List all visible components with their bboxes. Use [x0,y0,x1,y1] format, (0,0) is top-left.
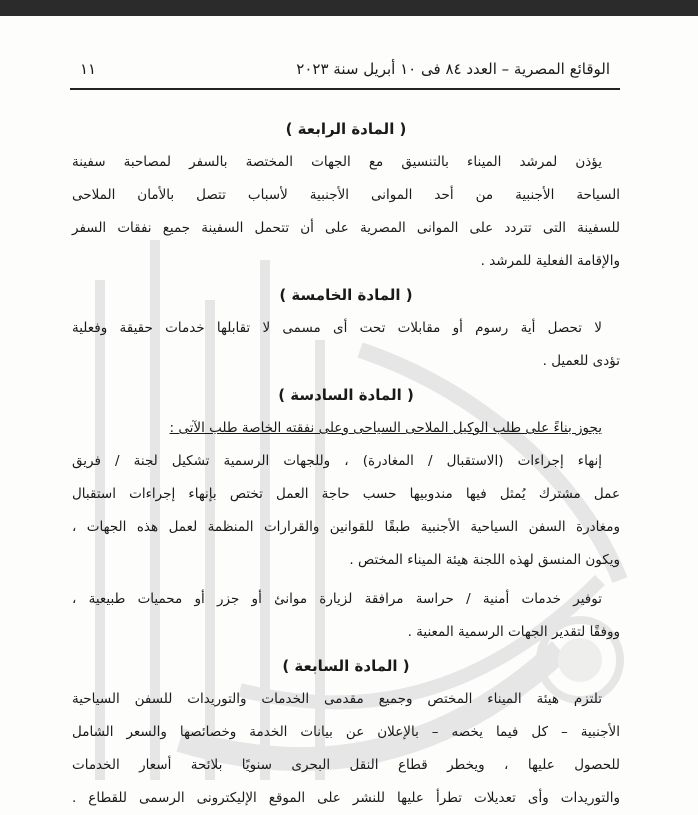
paragraph-line: تؤدى للعميل . [542,353,620,369]
paragraph-line: والإقامة الفعلية للمرشد . [480,253,620,269]
paragraph-line: للسفينة التى تتردد على الموانى المصرية على أن تتحمل السفينة جميع نفقات السفر [72,220,620,236]
page-number: ١١ [80,60,97,78]
paragraph-line: يجوز بناءً على طلب الوكيل الملاحى السياحى وعلى نفقته الخاصة طلب الآتى : [169,420,602,436]
paragraph-line: ويكون المنسق لهذه اللجنة هيئة الميناء المختص . [349,552,620,568]
top-border [0,0,698,16]
paragraph-line: للحصول عليها ، ويخطر قطاع النقل البحرى سنويًا بلائحة أسعار الخدمات [72,757,620,773]
article-heading: ( المادة الخامسة ) [279,286,413,304]
paragraph-line: السياحة الأجنبية من أحد الموانى الأجنبية لأسباب تتصل بالأمان الملاحى [72,187,620,203]
page-header [80,60,610,84]
paragraph-line: ومغادرة السفن السياحية الأجنبية طبقًا للقوانين والقرارات المنظمة لعمل هذه الجهات ، [72,519,620,535]
paragraph-line: والتوريدات وأى تعديلات تطرأ عليها للنشر على الموقع الإليكترونى الرسمى للقطاع . [72,790,620,806]
document-body [72,112,620,815]
paragraph-line: عمل مشترك يُمثل فيها مندوبيها حسب حاجة العمل تختص بإنهاء إجراءات استقبال [72,486,620,502]
gazette-title: الوقائع المصرية – العدد ٨٤ فى ١٠ أبريل سنة ٢٠٢٣ [296,60,610,78]
paragraph-line: توفير خدمات أمنية / حراسة مرافقة لزيارة موانئ أو جزر أو محميات طبيعية ، [72,591,602,607]
paragraph-line: يؤذن لمرشد الميناء بالتنسيق مع الجهات المختصة بالسفر لمصاحبة سفينة [72,154,602,170]
paragraph-line: إنهاء إجراءات (الاستقبال / المغادرة) ، وللجهات الرسمية تشكيل لجنة / فريق [72,453,602,469]
paragraph-line: الأجنبية – كل فيما يخصه – بالإعلان عن بيانات الخدمة وخصائصها والسعر الشامل [72,724,620,740]
article-heading: ( المادة السابعة ) [282,657,410,675]
article-heading: ( المادة الرابعة ) [285,120,407,138]
paragraph-line: ووفقًا لتقدير الجهات الرسمية المعنية . [407,624,620,640]
article-heading: ( المادة السادسة ) [278,386,414,404]
paragraph-line: لا تحصل أية رسوم أو مقابلات تحت أى مسمى لا تقابلها خدمات حقيقة وفعلية [72,320,602,336]
header-divider [70,88,620,90]
paragraph-line: تلتزم هيئة الميناء المختص وجميع مقدمى الخدمات والتوريدات للسفن السياحية [72,691,602,707]
